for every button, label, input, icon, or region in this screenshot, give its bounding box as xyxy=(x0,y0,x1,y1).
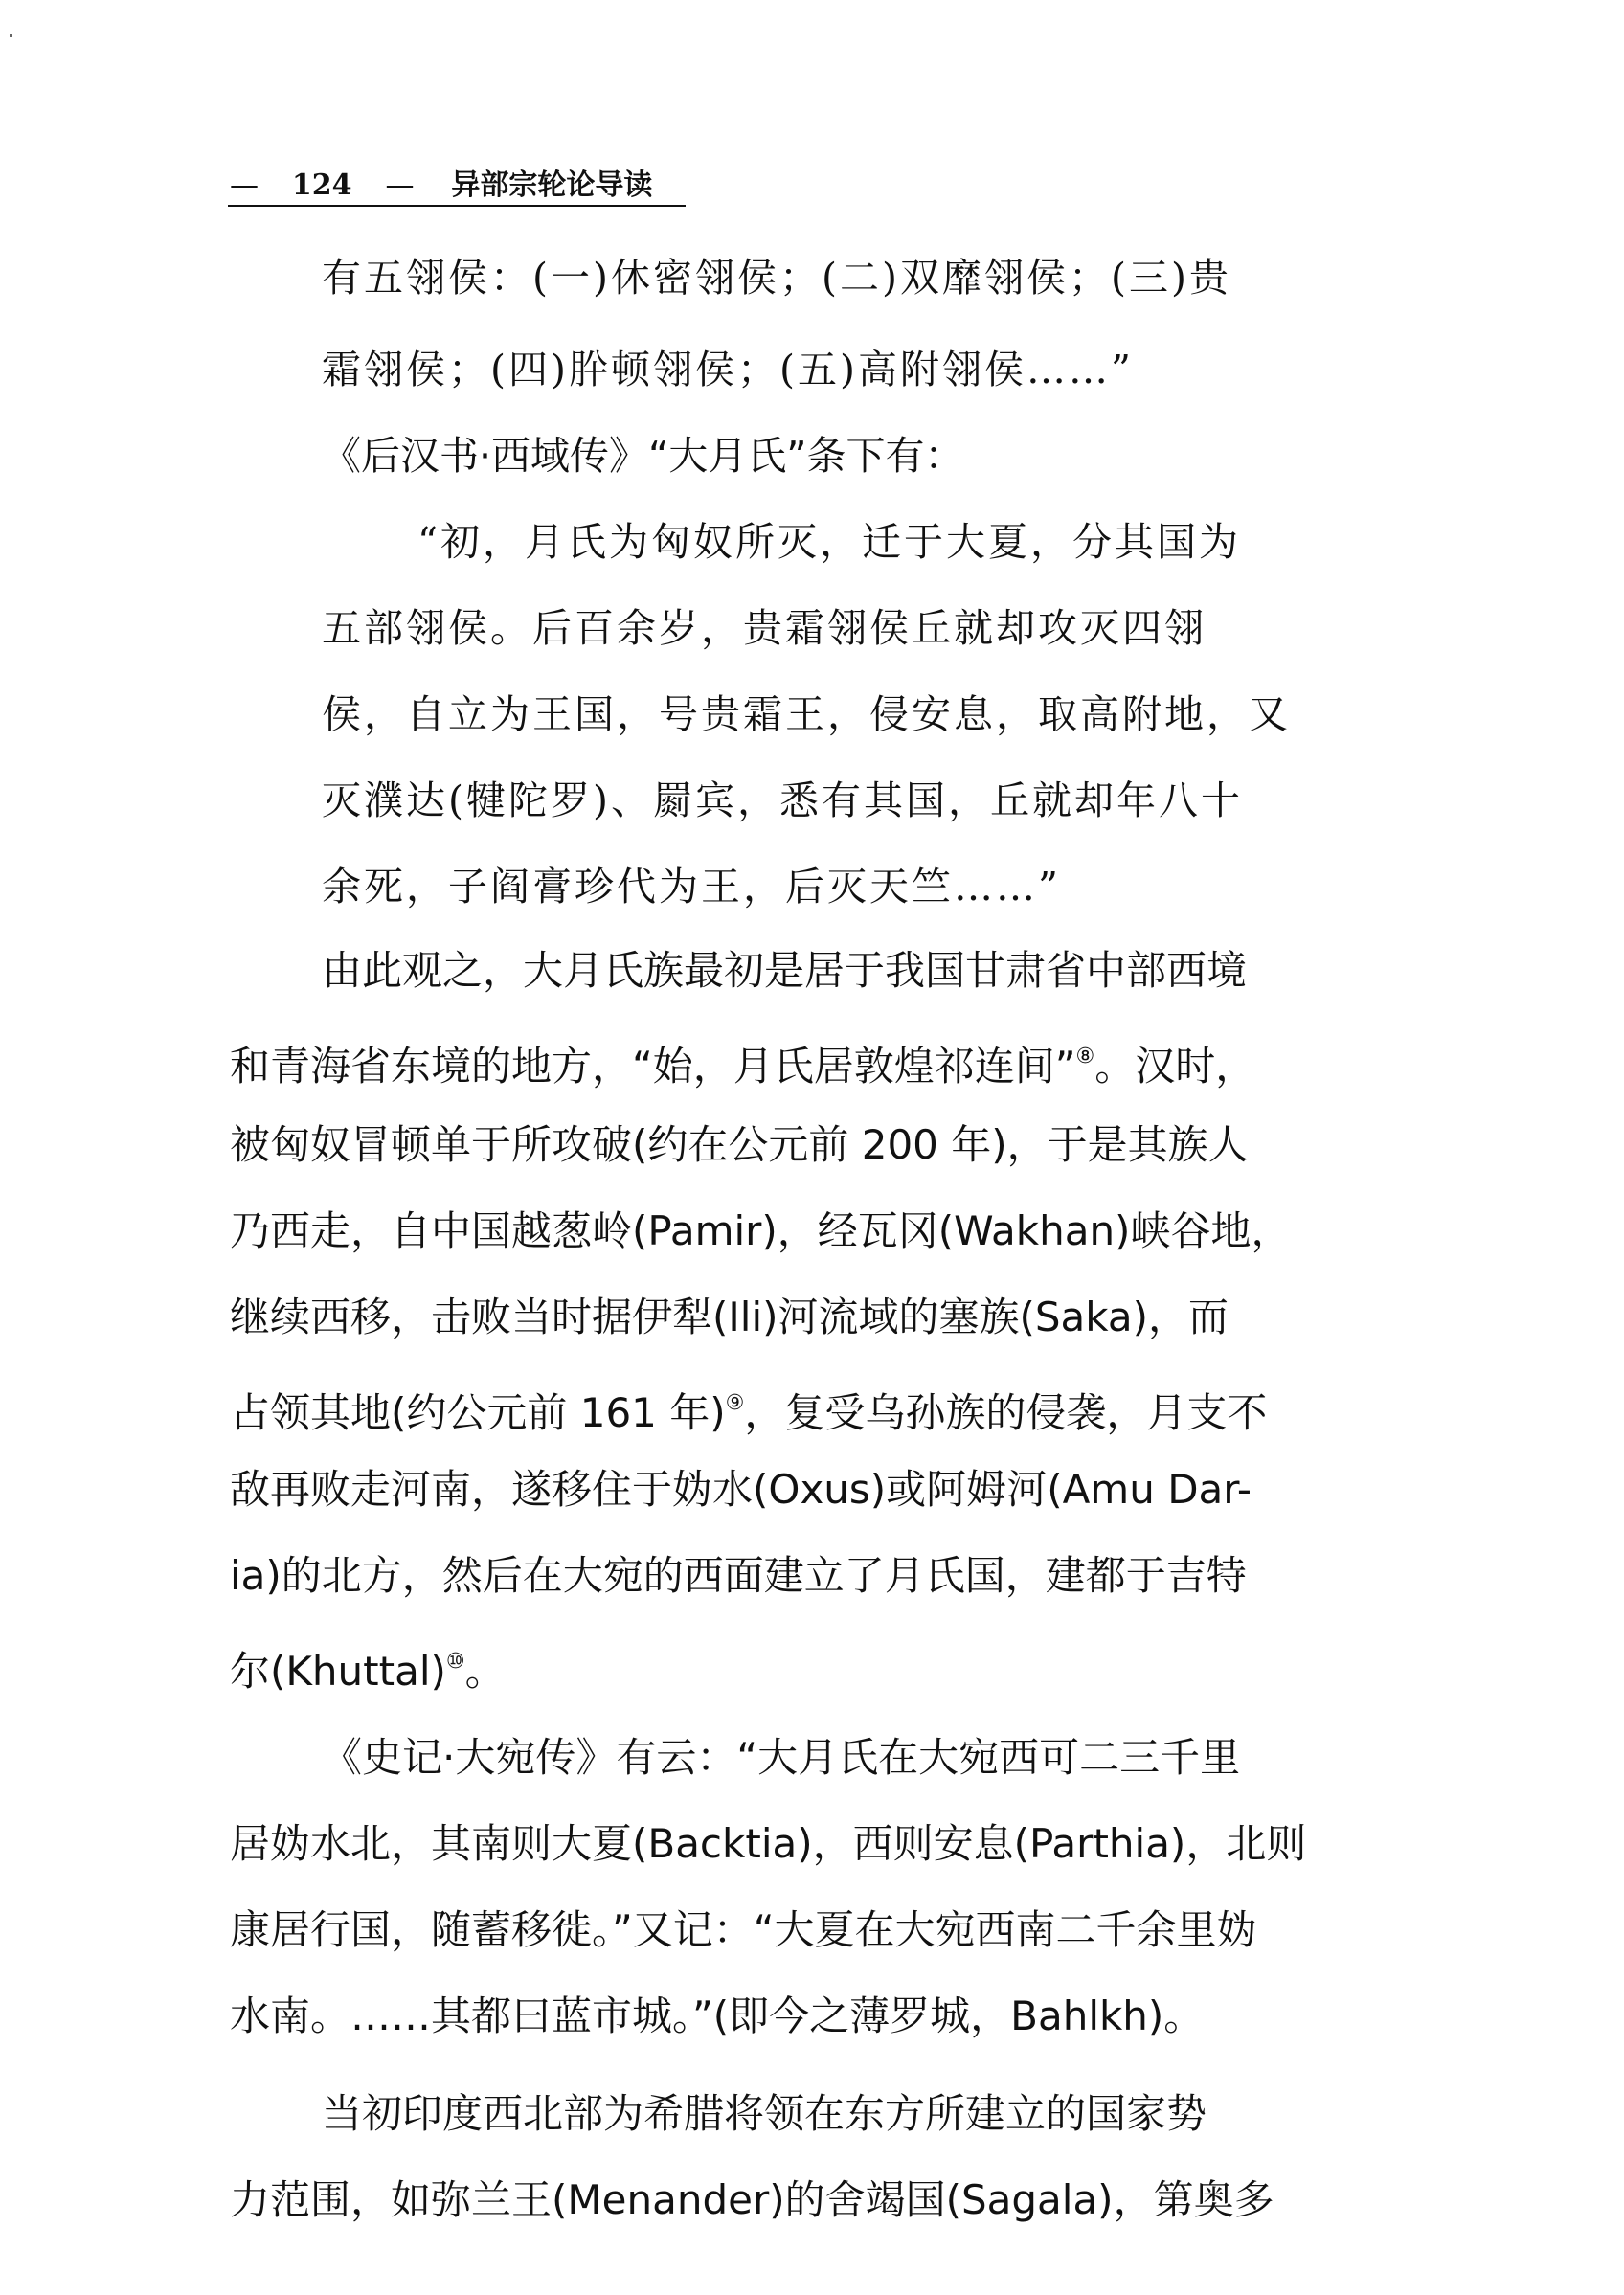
text-line: 被匈奴冒顿单于所攻破(约在公元前 200 年)，于是其族人 xyxy=(230,1121,1249,1168)
footnote-ref: ⑧ xyxy=(1075,1045,1095,1069)
text-line: 力范围，如弥兰王(Menander)的舍竭国(Sagala)，第奥多 xyxy=(230,2176,1274,2223)
text-line: 继续西移，击败当时据伊犁(Ili)河流域的塞族(Saka)，而 xyxy=(230,1294,1229,1340)
text-line: 霜翎侯；(四)肸顿翎侯；(五)高附翎侯……” xyxy=(322,347,1134,393)
text-line: 和青海省东境的地方，“始，月氏居敦煌祁连间”⑧。汉时， xyxy=(230,1043,1256,1090)
text-line: 占领其地(约公元前 161 年)⑨，复受乌孙族的侵袭，月支不 xyxy=(230,1389,1268,1436)
text-line: 灭濮达(犍陀罗)、罽宾，悉有其国，丘就却年八十 xyxy=(322,777,1243,823)
text-line: 康居行国，随蓄移徙。”又记：“大夏在大宛西南二千余里妫 xyxy=(230,1906,1257,1953)
text-line: ia)的北方，然后在大宛的西面建立了月氏国，建都于吉特 xyxy=(230,1552,1247,1599)
text-line: 《史记·大宛传》有云：“大月氏在大宛西可二三千里 xyxy=(322,1734,1241,1781)
page-number: 124 xyxy=(291,169,352,202)
footnote-ref: ⑩ xyxy=(445,1650,465,1674)
text-line: 乃西走，自中国越葱岭(Pamir)，经瓦冈(Wakhan)峡谷地， xyxy=(230,1207,1292,1254)
text-line: 水南。……其都曰蓝市城。”(即今之薄罗城，Bahlkh)。 xyxy=(230,1992,1205,2039)
footnote-ref: ⑨ xyxy=(725,1391,745,1415)
running-header xyxy=(230,161,728,216)
text-line: 由此观之，大月氏族最初是居于我国甘肃省中部西境 xyxy=(322,947,1248,994)
text-line: 当初印度西北部为希腊将领在东方所建立的国家势 xyxy=(322,2090,1207,2137)
text-line: 有五翎侯：(一)休密翎侯；(二)双靡翎侯；(三)贵 xyxy=(322,255,1231,301)
scan-speck xyxy=(10,34,12,37)
text-line: 尔(Khuttal)⑩。 xyxy=(230,1648,506,1695)
header-rule xyxy=(228,205,686,207)
text-line: 居妫水北，其南则大夏(Backtia)，西则安息(Parthia)，北则 xyxy=(230,1820,1307,1867)
text-line: 《后汉书·西域传》“大月氏”条下有： xyxy=(322,433,964,479)
text-line: 余死，子阎膏珍代为王，后灭天竺……” xyxy=(322,864,1061,910)
text-line: 五部翎侯。后百余岁，贵霜翎侯丘就却攻灭四翎 xyxy=(322,605,1207,651)
header-dash-left: — xyxy=(230,169,259,202)
text-line: “初，月氏为匈奴所灭，迁于大夏，分其国为 xyxy=(417,519,1241,565)
book-title: 异部宗轮论导读 xyxy=(451,169,653,202)
text-line: 敌再败走河南，遂移住于妫水(Oxus)或阿姆河(Amu Dar- xyxy=(230,1466,1252,1513)
header-dash-right: — xyxy=(385,169,415,202)
text-line: 侯，自立为王国，号贵霜王，侵安息，取高附地，又 xyxy=(322,691,1291,737)
